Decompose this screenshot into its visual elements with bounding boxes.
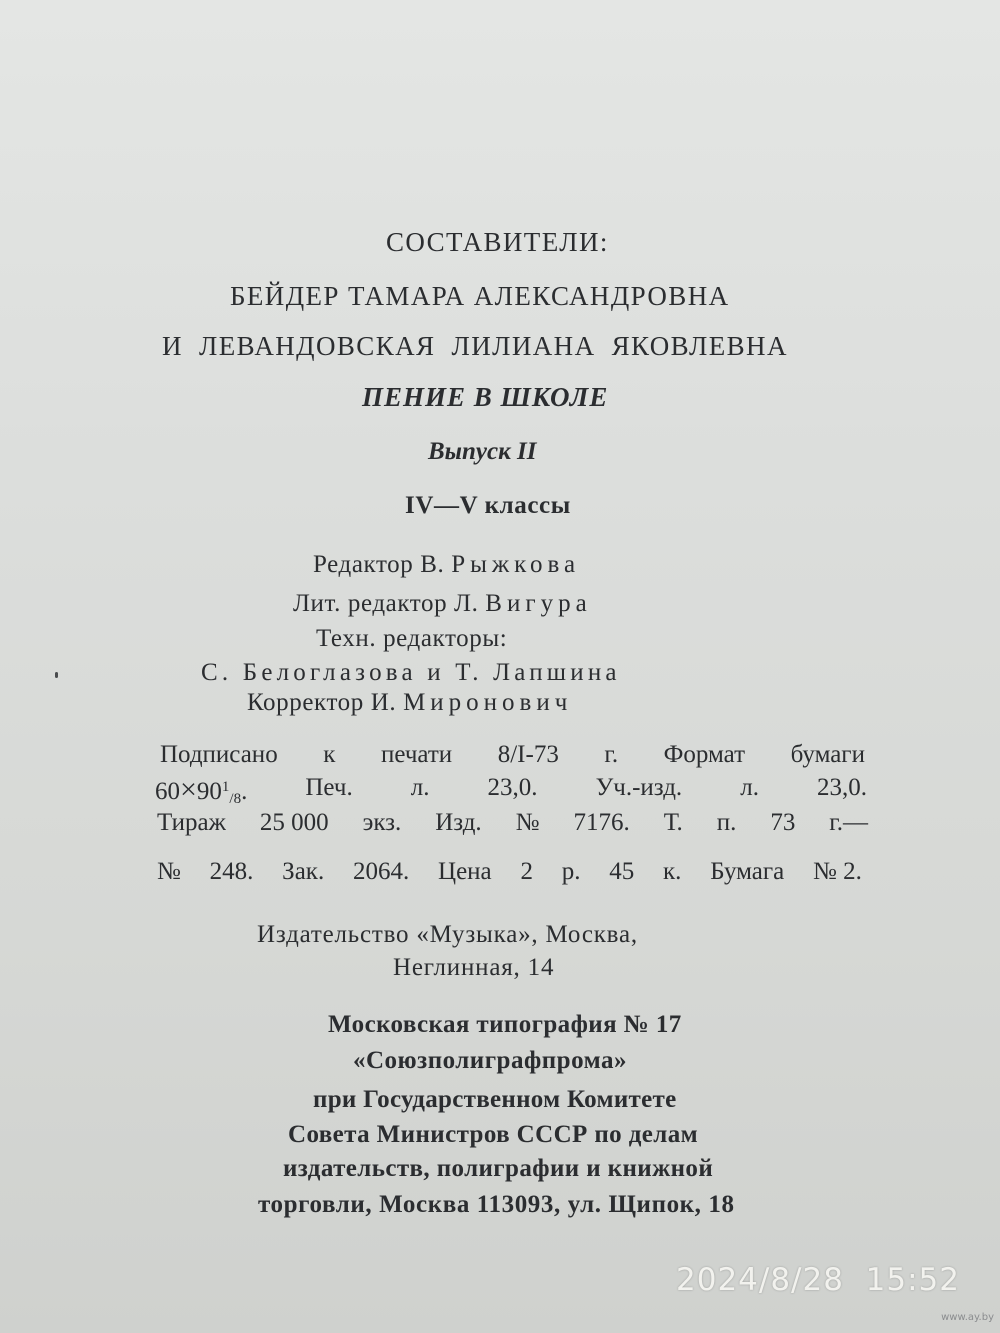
lit-editor-name: Вигура (485, 590, 592, 617)
proofreader-label: Корректор И. (247, 689, 397, 716)
imprint-word: 248. (209, 858, 254, 885)
imprint-word: 7176. (573, 809, 630, 836)
imprint-word: г. (604, 741, 619, 768)
imprint-word: экз. (362, 809, 402, 836)
printer-line-2: «Союзполиграфпрома» (353, 1047, 627, 1074)
imprint-word: бумаги (790, 741, 865, 768)
imprint-word: 8/I-73 (497, 741, 559, 768)
imprint-word: 2064. (352, 858, 410, 885)
imprint-word: Подписано (160, 741, 278, 768)
book-title: ПЕНИЕ В ШКОЛЕ (362, 382, 609, 412)
proofreader-name: Миронович (403, 689, 573, 716)
publisher-line-1: Издательство «Музыка», Москва, (257, 921, 638, 948)
issue-number: Выпуск II (428, 438, 537, 465)
imprint-word: 25 000 (259, 809, 329, 836)
printer-line-1: Московская типография № 17 (328, 1011, 682, 1038)
imprint-word: Изд. (435, 809, 482, 836)
imprint-word: 23,0. (487, 774, 538, 801)
site-watermark: www.ay.by (941, 1312, 994, 1323)
imprint-word: № (157, 858, 181, 885)
imprint-word: № 2. (813, 858, 862, 885)
imprint-word: Цена (438, 858, 492, 885)
imprint-word: Печ. (305, 774, 353, 801)
imprint-line-2 (155, 775, 867, 807)
imprint-word: № (515, 809, 540, 836)
imprint-word: к. (663, 858, 682, 885)
imprint-word: 23,0. (816, 774, 867, 801)
imprint-word: л. (740, 774, 759, 801)
imprint-word: Бумага (710, 858, 785, 885)
printer-line-4: Совета Министров СССР по делам (288, 1121, 699, 1148)
imprint-word: 45 (609, 858, 635, 885)
editor-name: Рыжкова (451, 551, 581, 578)
printer-line-5: издательств, полиграфии и книжной (283, 1155, 714, 1182)
publisher-line-2: Неглинная, 14 (393, 954, 555, 981)
imprint-word: Тираж (157, 809, 226, 836)
paper-format: $60\times 90^1_{/8}$. (155, 773, 248, 807)
grade-range: IV—V классы (405, 492, 571, 519)
compiler-name-1: БЕЙДЕР ТАМАРА АЛЕКСАНДРОВНА (230, 281, 730, 311)
imprint-line-1 (160, 742, 865, 767)
imprint-word: печати (380, 741, 453, 768)
proofreader-line (247, 690, 572, 715)
editor-line (313, 552, 580, 577)
printer-line-6: торговли, Москва 113093, ул. Щипок, 18 (258, 1191, 735, 1218)
lit-editor-line (293, 591, 592, 616)
imprint-word: к (323, 741, 336, 768)
imprint-word: г.— (829, 809, 868, 836)
imprint-word: Зак. (282, 858, 325, 885)
multiply-sign: × (180, 773, 197, 806)
imprint-word: Уч.-изд. (595, 774, 683, 801)
tech-editors-names: С. Белоглазова и Т. Лапшина (201, 659, 621, 686)
imprint-word: п. (716, 809, 737, 836)
paper-speck (55, 672, 58, 678)
tech-editors-label: Техн. редакторы: (316, 625, 508, 652)
printer-line-3: при Государственном Комитете (313, 1086, 677, 1113)
compilers-heading: СОСТАВИТЕЛИ: (386, 227, 609, 257)
editor-label: Редактор В. (313, 551, 445, 578)
imprint-word: 73 (770, 809, 796, 836)
imprint-word: р. (561, 858, 581, 885)
imprint-line-3 (157, 810, 868, 835)
photo-timestamp: 2024/8/28 15:52 (676, 1262, 960, 1298)
imprint-word: 2 (520, 858, 533, 885)
compiler-name-2: И ЛЕВАНДОВСКАЯ ЛИЛИАНА ЯКОВЛЕВНА (162, 331, 788, 361)
imprint-word: л. (410, 774, 430, 801)
imprint-word: Т. (663, 809, 683, 836)
imprint-line-4 (157, 859, 862, 884)
imprint-word: Формат (663, 741, 746, 768)
lit-editor-label: Лит. редактор Л. (293, 590, 479, 617)
